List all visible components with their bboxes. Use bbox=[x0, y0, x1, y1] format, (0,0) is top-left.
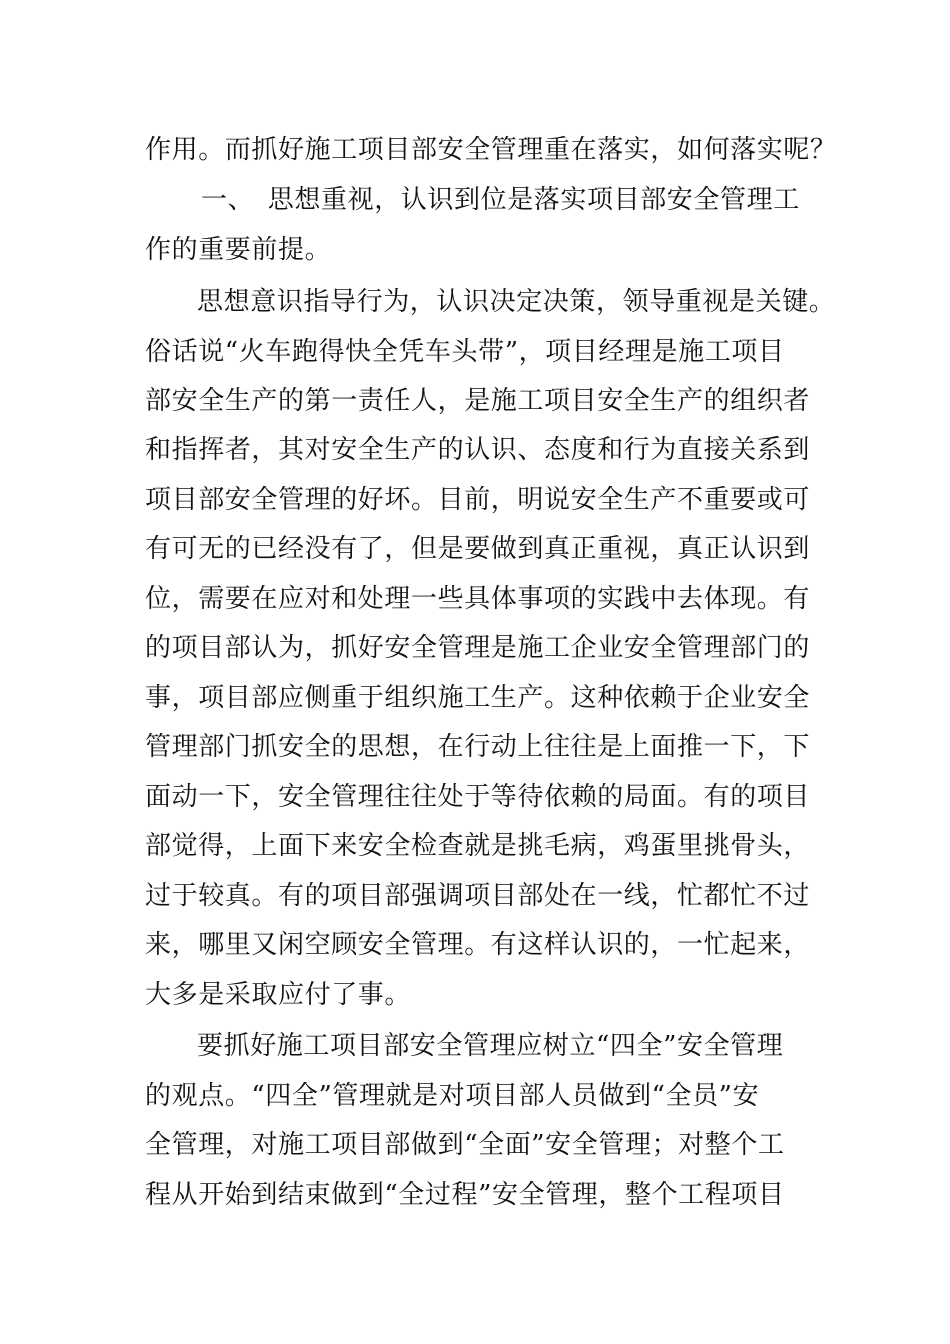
text-line: 和指挥者，其对安全生产的认识、态度和行为直接关系到 bbox=[145, 435, 811, 465]
text-line: 的观点。“四全”管理就是对项目部人员做到“全员”安 bbox=[145, 1081, 760, 1111]
text-line: 来，哪里又闲空顾安全管理。有这样认识的，一忙起来， bbox=[145, 930, 811, 960]
text-line: 作用。而抓好施工项目部安全管理重在落实，如何落实呢？ bbox=[145, 135, 837, 165]
text-line: 过于较真。有的项目部强调项目部处在一线，忙都忙不过 bbox=[145, 881, 811, 911]
text-line: 的项目部认为，抓好安全管理是施工企业安全管理部门的 bbox=[145, 633, 811, 663]
text-line: 全管理，对施工项目部做到“全面”安全管理；对整个工 bbox=[145, 1130, 785, 1160]
text-line: 位，需要在应对和处理一些具体事项的实践中去体现。有 bbox=[145, 584, 811, 614]
paragraph-first-line: 思想意识指导行为，认识决定决策，领导重视是关键。 bbox=[197, 287, 836, 317]
text-line: 面动一下，安全管理往往处于等待依赖的局面。有的项目 bbox=[145, 782, 811, 812]
text-line: 事，项目部应侧重于组织施工生产。这种依赖于企业安全 bbox=[145, 683, 811, 713]
text-line: 有可无的已经没有了，但是要做到真正重视，真正认识到 bbox=[145, 534, 811, 564]
text-line: 俗话说“火车跑得快全凭车头带”，项目经理是施工项目 bbox=[145, 337, 785, 367]
text-line: 部安全生产的第一责任人，是施工项目安全生产的组织者 bbox=[145, 386, 811, 416]
text-line: 项目部安全管理的好坏。目前，明说安全生产不重要或可 bbox=[145, 485, 811, 515]
text-line: 程从开始到结束做到“全过程”安全管理，整个工程项目 bbox=[145, 1180, 785, 1210]
text-line: 作的重要前提。 bbox=[145, 235, 332, 265]
section-heading-line: 一、 思想重视，认识到位是落实项目部安全管理工 bbox=[201, 185, 800, 215]
paragraph-first-line: 要抓好施工项目部安全管理应树立“四全”安全管理 bbox=[197, 1031, 784, 1061]
text-line: 部觉得，上面下来安全检查就是挑毛病，鸡蛋里挑骨头， bbox=[145, 831, 811, 861]
text-line: 大多是采取应付了事。 bbox=[145, 980, 412, 1010]
text-line: 管理部门抓安全的思想，在行动上往往是上面推一下，下 bbox=[145, 732, 811, 762]
